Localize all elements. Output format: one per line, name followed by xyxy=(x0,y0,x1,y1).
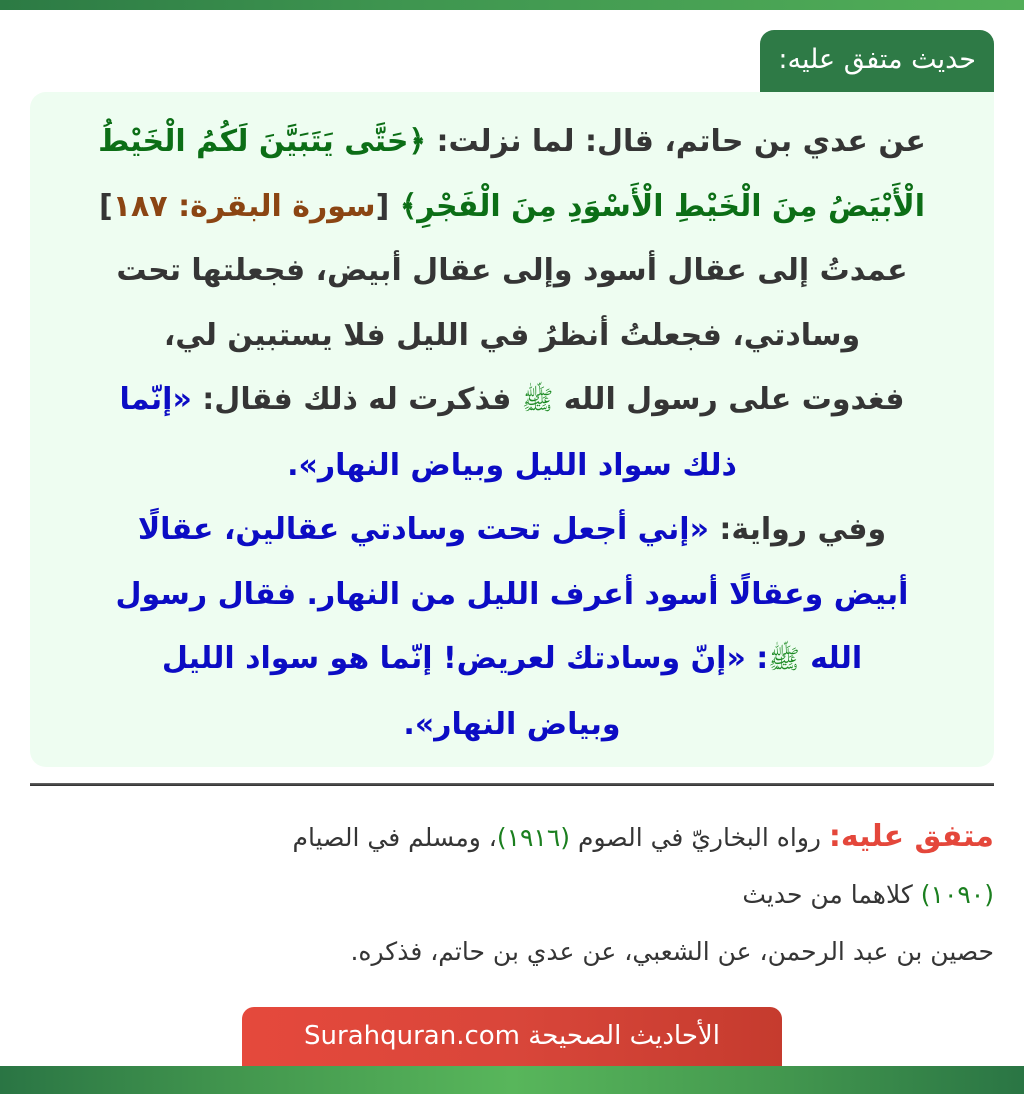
hadith-line-7 xyxy=(50,498,974,563)
bottom-bar xyxy=(0,1066,1024,1094)
page-title: حديث متفق عليه: xyxy=(760,30,994,92)
salawat-icon: ﷺ xyxy=(521,386,554,416)
source-line-3: حصين بن عبد الرحمن، عن الشعبي، عن عدي بن حاتم، فذكره. xyxy=(350,937,994,966)
source-line-2 xyxy=(30,866,994,923)
narrator-text: عن عدي بن حاتم، قال: لما نزلت: xyxy=(426,124,926,159)
riwaya-label: وفي رواية: xyxy=(708,512,887,547)
source-text: كلاهما من حديث xyxy=(742,880,921,909)
top-bar xyxy=(0,0,1024,10)
hadith-line-4: وسادتي، فجعلتُ أنظرُ في الليل فلا يستبين لي، xyxy=(163,317,861,353)
source-section xyxy=(30,808,994,980)
source-text: ، ومسلم في الصيام xyxy=(292,823,497,852)
hadith-line-6: ذلك سواد الليل وبياض النهار». xyxy=(287,447,737,483)
source-text: رواه البخاريّ في الصوم xyxy=(570,823,829,852)
prophet-quote: «إنّما xyxy=(119,382,192,417)
hadith-text: الله xyxy=(799,641,863,676)
prophet-quote: «إني أجعل تحت وسادتي عقالين، عقالًا xyxy=(137,512,709,547)
muslim-number: (١٠٩٠) xyxy=(920,880,994,909)
bracket-close: ] xyxy=(98,188,113,224)
salawat-icon: ﷺ xyxy=(768,645,800,675)
hadith-line-2 xyxy=(50,175,974,240)
hadith-line-5 xyxy=(50,368,974,434)
bukhari-number: (١٩١٦) xyxy=(496,823,571,852)
prophet-quote: : «إنّ وسادتك لعريض! إنّما هو سواد الليل xyxy=(161,641,769,676)
hadith-line-8: أبيض وعقالًا أسود أعرف الليل من النهار. فقال رسول xyxy=(115,576,909,612)
quran-verse: ﴿حَتَّى يَتَبَيَّنَ لَكُمُ الْخَيْطُ xyxy=(98,124,427,159)
hadith-line-9 xyxy=(50,627,974,693)
divider xyxy=(30,783,994,786)
surah-reference: سورة البقرة: ١٨٧ xyxy=(112,188,376,224)
quran-verse-continued: الْأَبْيَضُ مِنَ الْخَيْطِ الْأَسْوَدِ مِنَ الْفَجْرِ﴾ xyxy=(399,188,926,224)
source-line-1 xyxy=(30,808,994,866)
grading-label: متفق عليه: xyxy=(828,819,994,854)
bracket-open: [ xyxy=(375,188,400,224)
hadith-text: فذكرت له ذلك فقال: xyxy=(191,382,522,417)
hadith-text: فغدوت على رسول الله xyxy=(553,382,905,417)
hadith-line-3: عمدتُ إلى عقال أسود وإلى عقال أبيض، فجعلتها تحت xyxy=(116,253,908,288)
hadith-card xyxy=(30,92,994,767)
hadith-line-10: وبياض النهار». xyxy=(403,706,621,742)
site-badge: الأحاديث الصحيحة Surahquran.com xyxy=(242,1007,782,1066)
hadith-line-1 xyxy=(50,110,974,175)
